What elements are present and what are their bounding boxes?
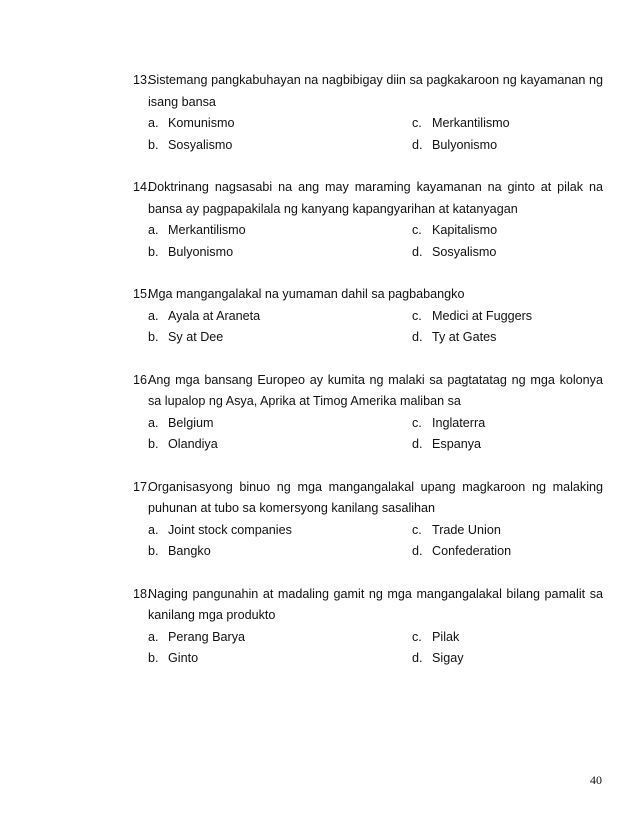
answer-options — [133, 627, 603, 670]
question-text: Ang mga bansang Europeo ay kumita ng malaki sa pagtatatag ng mga kolonya sa lupalop ng Asya, Aprika at Timog Amerika maliban sa — [148, 372, 603, 408]
question-text: Organisasyong binuo ng mga mangangalakal upang magkaroon ng malaking puhunan at tubo sa komersyong kanilang sasalihan — [148, 479, 603, 515]
answer-option — [148, 413, 412, 435]
option-letter: c. — [412, 223, 422, 237]
option-text: Ginto — [168, 651, 199, 665]
option-letter: c. — [412, 116, 422, 130]
answer-option — [148, 135, 412, 157]
answer-option — [412, 327, 603, 349]
page-number: 40 — [590, 773, 602, 787]
option-text: Olandiya — [168, 437, 218, 451]
question-number: 18. — [133, 586, 151, 601]
answer-option — [148, 242, 412, 264]
answer-option — [148, 306, 412, 328]
option-letter: d. — [412, 244, 423, 259]
question-item — [133, 70, 603, 156]
question-text: Doktrinang nagsasabi na ang may maraming kayamanan na ginto at pilak na bansa ay pagpapakilala ng kanyang kapangyarihan at katanyagan — [148, 180, 603, 216]
option-letter: d. — [412, 137, 423, 152]
question-item — [133, 284, 603, 349]
answer-options — [133, 413, 603, 456]
option-letter: a. — [148, 308, 159, 323]
option-letter: a. — [148, 522, 159, 537]
option-text: Merkantilismo — [168, 223, 246, 237]
question-item — [133, 584, 603, 670]
option-letter: b. — [148, 244, 159, 259]
option-text: Sosyalismo — [168, 137, 233, 152]
question-header — [133, 370, 603, 413]
answer-options — [133, 113, 603, 156]
option-letter: a. — [148, 629, 159, 644]
question-number: 13. — [133, 73, 151, 87]
option-text: Inglaterra — [432, 415, 486, 430]
question-header — [133, 177, 603, 220]
option-text: Bulyonismo — [432, 137, 498, 152]
option-text: Sy at Dee — [168, 330, 224, 344]
option-text: Bangko — [168, 544, 211, 558]
answer-options — [133, 220, 603, 263]
option-letter: a. — [148, 116, 159, 130]
question-header — [133, 477, 603, 520]
option-text: Pilak — [432, 629, 460, 644]
option-text: Joint stock companies — [168, 522, 292, 537]
question-text: Sistemang pangkabuhayan na nagbibigay diin sa pagkakaroon ng kayamanan ng isang bansa — [148, 73, 603, 109]
option-letter: b. — [148, 330, 159, 344]
option-text: Merkantilismo — [432, 116, 510, 130]
answer-option — [148, 627, 412, 649]
answer-option — [412, 648, 603, 670]
question-item — [133, 177, 603, 263]
question-number: 14. — [133, 180, 151, 194]
answer-option — [148, 541, 412, 563]
option-letter: c. — [412, 308, 422, 323]
option-text: Confederation — [432, 544, 512, 558]
option-text: Sosyalismo — [432, 244, 497, 259]
option-text: Sigay — [432, 651, 464, 665]
question-text: Naging pangunahin at madaling gamit ng mga mangangalakal bilang pamalit sa kanilang mga produkto — [148, 586, 603, 622]
option-letter: d. — [412, 651, 423, 665]
question-item — [133, 370, 603, 456]
option-text: Komunismo — [168, 116, 235, 130]
option-text: Ty at Gates — [432, 330, 497, 344]
question-item — [133, 477, 603, 563]
question-number: 16. — [133, 372, 151, 387]
answer-option — [148, 113, 412, 135]
answer-options — [133, 520, 603, 563]
option-text: Espanya — [432, 437, 482, 451]
option-text: Kapitalismo — [432, 223, 498, 237]
answer-option — [412, 541, 603, 563]
option-letter: b. — [148, 137, 159, 152]
question-number: 15. — [133, 287, 151, 301]
question-header — [133, 70, 603, 113]
answer-option — [412, 413, 603, 435]
option-letter: b. — [148, 544, 159, 558]
option-text: Ayala at Araneta — [168, 308, 261, 323]
answer-option — [412, 113, 603, 135]
option-text: Medici at Fuggers — [432, 308, 533, 323]
question-header — [133, 584, 603, 627]
answer-option — [148, 220, 412, 242]
option-letter: c. — [412, 415, 422, 430]
option-letter: a. — [148, 223, 159, 237]
option-text: Perang Barya — [168, 629, 246, 644]
answer-option — [412, 220, 603, 242]
option-letter: d. — [412, 544, 423, 558]
option-letter: c. — [412, 629, 422, 644]
answer-option — [412, 306, 603, 328]
question-list — [133, 70, 603, 691]
option-letter: d. — [412, 437, 423, 451]
option-text: Bulyonismo — [168, 244, 234, 259]
answer-option — [412, 135, 603, 157]
answer-option — [412, 520, 603, 542]
answer-option — [148, 520, 412, 542]
answer-option — [412, 627, 603, 649]
question-number: 17. — [133, 479, 151, 494]
answer-options — [133, 306, 603, 349]
answer-option — [148, 648, 412, 670]
answer-option — [148, 434, 412, 456]
question-text: Mga mangangalakal na yumaman dahil sa pagbabangko — [148, 287, 465, 301]
option-letter: b. — [148, 437, 159, 451]
option-text: Belgium — [168, 415, 214, 430]
option-text: Trade Union — [432, 522, 501, 537]
answer-option — [148, 327, 412, 349]
option-letter: d. — [412, 330, 423, 344]
question-header — [133, 284, 603, 306]
option-letter: b. — [148, 651, 159, 665]
answer-option — [412, 242, 603, 264]
option-letter: a. — [148, 415, 159, 430]
answer-option — [412, 434, 603, 456]
option-letter: c. — [412, 522, 422, 537]
